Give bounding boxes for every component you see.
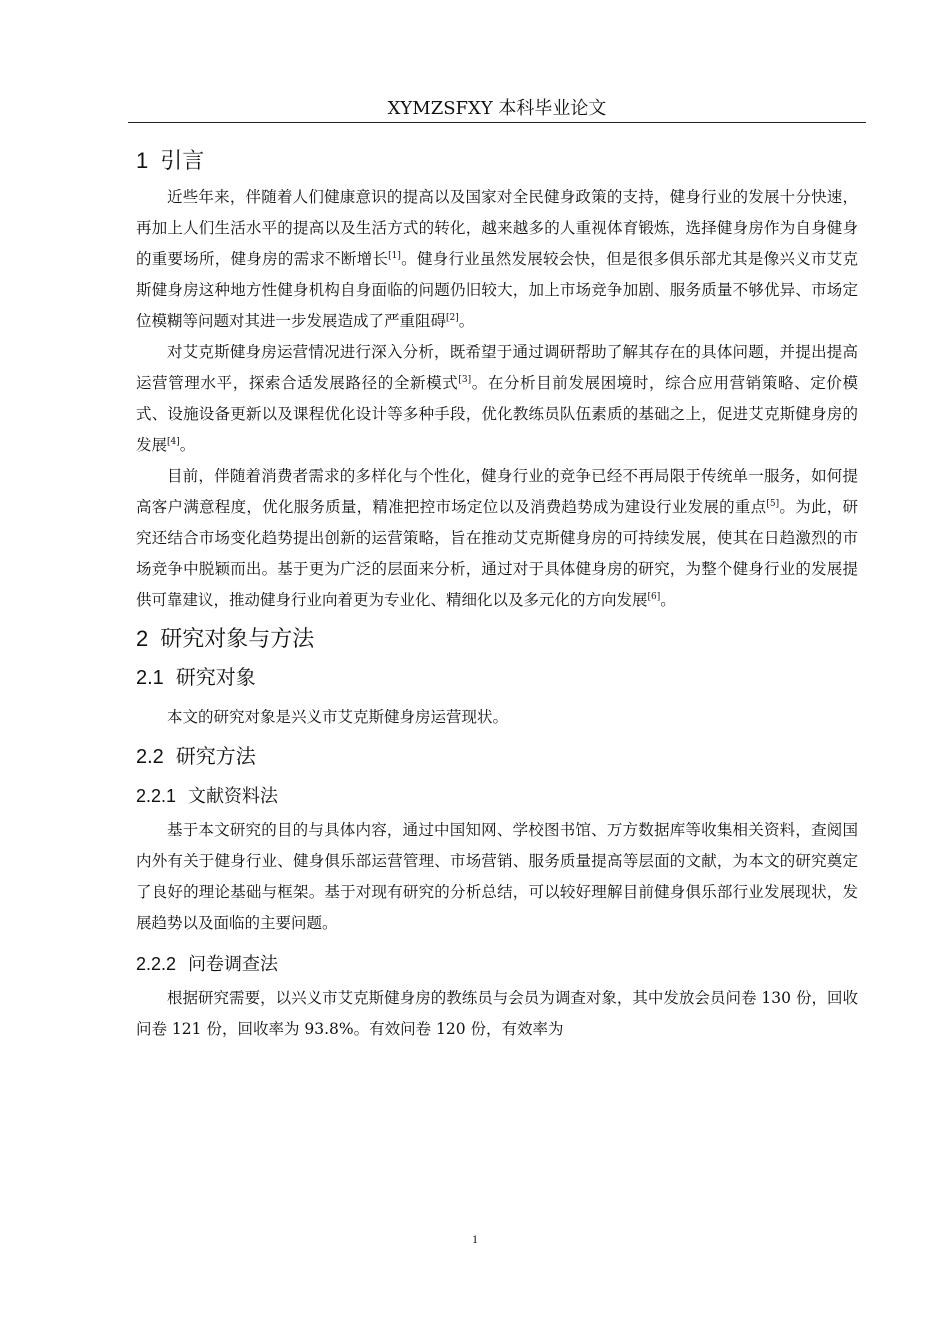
section-number: 2 [136, 626, 149, 651]
section-number: 1 [136, 148, 149, 173]
citation-ref: [5] [766, 499, 780, 509]
paragraph-intro-3 [136, 461, 858, 616]
text-run: 。为此，研究还结合市场变化趋势提出创新的运营策略，旨在推动艾克斯健身房的可持续发展，使其在日趋激烈的市场竞争中脱颖而出。基于更为广泛的层面来分析，通过对于具体健身房的研究，为整个健身行业的发展提供可靠建议，推动健身行业向着更为专业化、精细化以及多元化的方向发展 [136, 498, 858, 609]
citation-ref: [1] [388, 251, 401, 261]
header-divider [128, 122, 866, 123]
section-title: 研究对象与方法 [160, 626, 315, 651]
text-run: 。健身行业虽然发展较会快，但是很多俱乐部尤其是像兴义市艾克斯健身房这种地方性健身机构自身面临的问题仍旧较大，加上市场竞争加剧、服务质量不够优异、市场定位模糊等问题对其进一步发展造成了严重阻碍 [136, 250, 858, 330]
section-title: 文献资料法 [188, 786, 279, 806]
section-number: 2.2.2 [136, 954, 177, 974]
text-run: 对艾克斯健身房运营情况进行深入分析，既希望于通过调研帮助了解其存在的具体问题，并提出提高运营管理水平，探索合适发展路径的全新模式 [136, 343, 858, 392]
text-run: 。 [660, 591, 676, 609]
section-number: 2.1 [136, 667, 164, 689]
paragraph-intro-1 [136, 182, 858, 337]
paragraph-literature: 基于本文研究的目的与具体内容，通过中国知网、学校图书馆、万方数据库等收集相关资料，查阅国内外有关于健身行业、健身俱乐部运营管理、市场营销、服务质量提高等层面的文献，为本文的研究奠定了良好的理论基础与框架。基于对现有研究的分析总结，可以较好理解目前健身俱乐部行业发展现状，发展趋势以及面临的主要问题。 [136, 821, 858, 932]
paragraph-object: 本文的研究对象是兴义市艾克斯健身房运营现状。 [167, 708, 509, 726]
section-number: 2.2.1 [136, 786, 177, 806]
subsection-heading-method [136, 743, 858, 771]
subsubsection-heading-literature [136, 783, 858, 809]
text-run: 。在分析目前发展困境时，综合应用营销策略、定价模式、设施设备更新以及课程优化设计等多种手段，优化教练员队伍素质的基础之上，促进艾克斯健身房的发展 [136, 374, 858, 454]
section-heading-introduction [136, 146, 858, 176]
paragraph-questionnaire: 根据研究需要，以兴义市艾克斯健身房的教练员与会员为调查对象，其中发放会员问卷 130 份，回收问卷 121 份，回收率为 93.8%。有效问卷 120 份，有效率为 [136, 989, 858, 1038]
section-number: 2.2 [136, 746, 164, 768]
section-title: 问卷调查法 [188, 954, 279, 974]
text-run: 目前，伴随着消费者需求的多样化与个性化，健身行业的竞争已经不再局限于传统单一服务，如何提高客户满意程度，优化服务质量，精准把控市场定位以及消费趋势成为建设行业发展的重点 [136, 467, 858, 516]
section-heading-methods [136, 624, 858, 654]
citation-ref: [3] [458, 375, 472, 385]
citation-ref: [2] [446, 313, 459, 323]
page-header: XYMZSFXY 本科毕业论文 [387, 98, 607, 119]
citation-ref: [6] [647, 592, 661, 602]
subsection-heading-object [136, 664, 858, 692]
text-run: 。 [179, 436, 196, 454]
page-number: 1 [472, 1232, 478, 1246]
section-title: 研究方法 [175, 746, 256, 768]
citation-ref: [4] [167, 437, 180, 447]
section-title: 引言 [160, 148, 205, 173]
text-run: 近些年来，伴随着人们健康意识的提高以及国家对全民健身政策的支持，健身行业的发展十分快速，再加上人们生活水平的提高以及生活方式的转化，越来越多的人重视体育锻炼，选择健身房作为自身健身的重要场所，健身房的需求不断增长 [136, 188, 858, 268]
subsubsection-heading-questionnaire [136, 951, 858, 977]
main-content [136, 138, 858, 1045]
text-run: 。 [458, 312, 475, 330]
section-title: 研究对象 [175, 667, 256, 689]
paragraph-intro-2 [136, 337, 858, 461]
